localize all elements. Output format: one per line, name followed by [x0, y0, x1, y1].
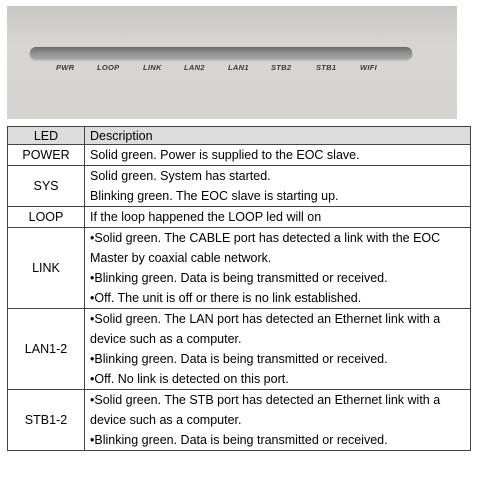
led-label-link: LINK	[143, 63, 162, 72]
led-name-cell: STB1-2	[8, 390, 85, 451]
description-line: If the loop happened the LOOP led will on	[90, 210, 322, 224]
led-description-cell	[85, 309, 471, 390]
description-line: •Off. The unit is off or there is no link established.	[90, 291, 362, 305]
table-row	[8, 309, 471, 390]
header-description: Description	[85, 127, 471, 145]
description-line: •Solid green. The STB port has detected an Ethernet link with a	[90, 393, 441, 407]
description-line: •Blinking green. Data is being transmitted or received.	[90, 433, 388, 447]
led-description-cell	[85, 207, 471, 228]
led-name-cell: POWER	[8, 145, 85, 166]
description-line: •Off. No link is detected on this port.	[90, 372, 289, 386]
description-line: Master by coaxial cable network.	[90, 251, 272, 265]
table-row	[8, 228, 471, 309]
description-line: Blinking green. The EOC slave is starting up.	[90, 189, 339, 203]
led-name-cell: LAN1-2	[8, 309, 85, 390]
led-label-stb1: STB1	[316, 63, 337, 72]
table-body	[8, 145, 471, 451]
device-front-photo	[7, 6, 457, 119]
description-line: •Blinking green. Data is being transmitted or received.	[90, 352, 388, 366]
description-line: •Solid green. The LAN port has detected an Ethernet link with a	[90, 312, 441, 326]
header-led: LED	[8, 127, 85, 145]
led-description-table	[7, 126, 471, 451]
led-label-pwr: PWR	[56, 63, 75, 72]
led-light-strip	[30, 47, 412, 59]
led-label-wifi: WIFI	[360, 63, 378, 72]
led-label-stb2: STB2	[271, 63, 292, 72]
description-line: device such as a computer.	[90, 413, 242, 427]
led-label-loop: LOOP	[97, 63, 120, 72]
table-row	[8, 207, 471, 228]
led-label-lan2: LAN2	[184, 63, 205, 72]
led-name-cell: LOOP	[8, 207, 85, 228]
table-row	[8, 166, 471, 207]
led-name-cell: LINK	[8, 228, 85, 309]
description-line: Solid green. System has started.	[90, 169, 271, 183]
table-row	[8, 390, 471, 451]
description-line: •Blinking green. Data is being transmitted or received.	[90, 271, 388, 285]
table-header-row	[8, 127, 471, 145]
description-line: •Solid green. The CABLE port has detected a link with the EOC	[90, 231, 441, 245]
led-label-lan1: LAN1	[228, 63, 249, 72]
led-description-cell	[85, 145, 471, 166]
table-row	[8, 145, 471, 166]
description-line: device such as a computer.	[90, 332, 242, 346]
led-description-cell	[85, 228, 471, 309]
led-description-cell	[85, 390, 471, 451]
led-name-cell: SYS	[8, 166, 85, 207]
led-description-cell	[85, 166, 471, 207]
description-line: Solid green. Power is supplied to the EOC slave.	[90, 148, 360, 162]
